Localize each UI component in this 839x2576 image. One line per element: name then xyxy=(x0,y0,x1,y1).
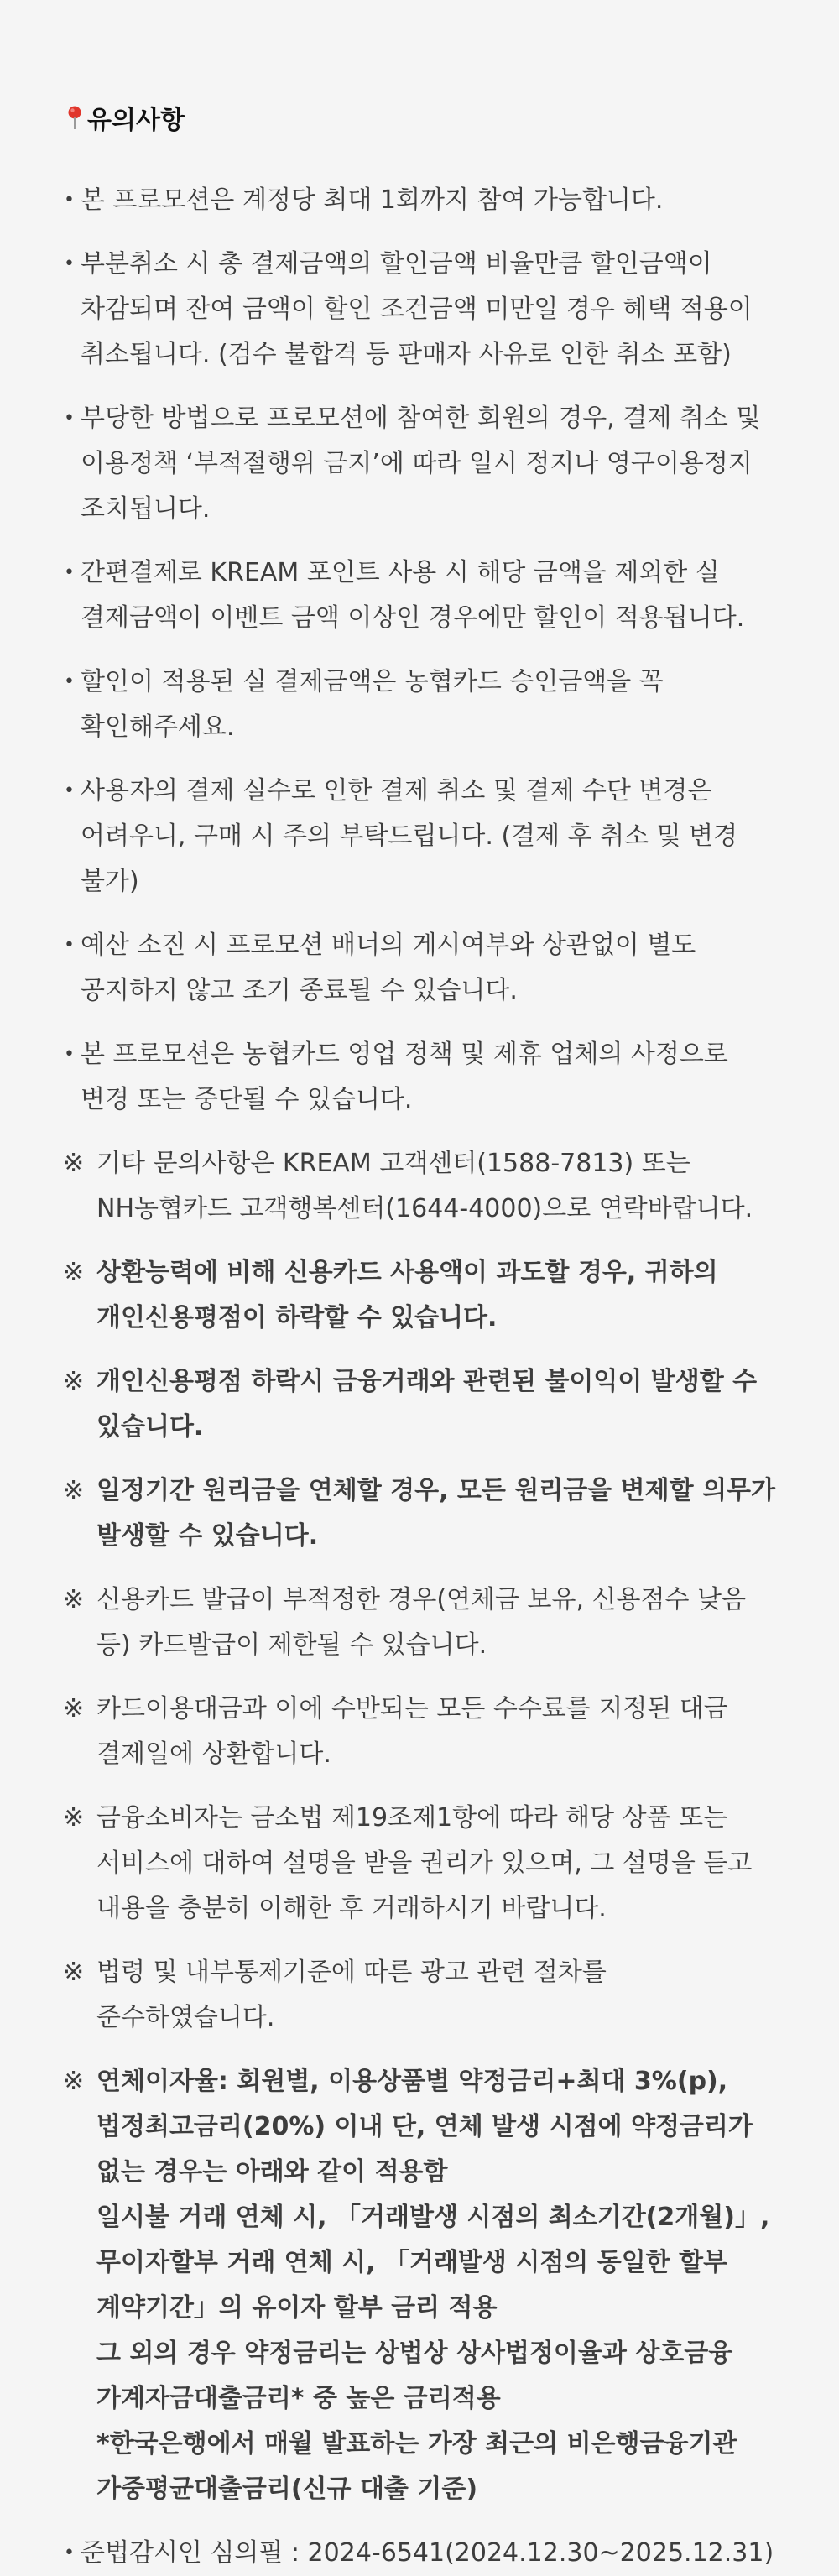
notice-item xyxy=(65,769,779,905)
notice-text: 법령 및 내부통제기준에 따른 광고 관련 절차를 준수하였습니다. xyxy=(96,1958,607,2032)
compliance-item xyxy=(65,2531,779,2576)
interest-rate-line: 그 외의 경우 약정금리는 상법상 상사법정이율과 상호금융 가계자금대출금리* 중 높은 금리적용 xyxy=(96,2339,733,2413)
notice-text: 카드이용대금과 이에 수반되는 모든 수수료를 지정된 대금 결제일에 상환합니다. xyxy=(96,1694,728,1769)
notice-text: 기타 문의사항은 KREAM 고객센터(1588-7813) 또는 NH농협카드 고객행복센터(1644-4000)으로 연락바랍니다. xyxy=(96,1149,753,1223)
bullet-marker: • xyxy=(64,562,75,583)
reference-item-bold xyxy=(65,1468,779,1559)
notice-text: 신용카드 발급이 부적정한 경우(연체금 보유, 신용점수 낮음 등) 카드발급이 제한될 수 있습니다. xyxy=(96,1585,746,1660)
bullet-marker: • xyxy=(64,935,75,956)
interest-rate-line: 연체이자율: 회원별, 이용상품별 약정금리+최대 3%(p), 법정최고금리(20%) 이내 단, 연체 발생 시점에 약정금리가 없는 경우는 아래와 같이 적용함 xyxy=(96,2067,753,2187)
pin-icon xyxy=(65,105,84,130)
notice-text: 부분취소 시 총 결제금액의 할인금액 비율만큼 할인금액이 차감되며 잔여 금액이 할인 조건금액 미만일 경우 혜택 적용이 취소됩니다. (검수 불합격 등 판매자 사유로 인한 취소 포함) xyxy=(81,249,753,369)
reference-marker: ※ xyxy=(63,1149,85,1178)
reference-marker: ※ xyxy=(63,1258,85,1287)
reference-item xyxy=(65,1577,779,1668)
reference-item xyxy=(65,1796,779,1932)
interest-rate-text xyxy=(96,2059,779,2512)
interest-rate-line: 일시불 거래 연체 시, 「거래발생 시점의 최소기간(2개월)」, 무이자할부 거래 연체 시, 「거래발생 시점의 동일한 할부 계약기간」의 유이자 할부 금리 적용 xyxy=(96,2203,770,2323)
notice-item xyxy=(65,1032,779,1123)
reference-item xyxy=(65,1687,779,1777)
notice-item xyxy=(65,242,779,378)
notice-text: 사용자의 결제 실수로 인한 결제 취소 및 결제 수단 변경은 어려우니, 구매 시 주의 부탁드립니다. (결제 후 취소 및 변경 불가) xyxy=(81,776,738,896)
reference-item-bold xyxy=(65,1359,779,1450)
bullet-marker: • xyxy=(64,190,75,211)
notice-item xyxy=(65,660,779,750)
bullet-marker: • xyxy=(64,408,75,429)
notice-text: 일정기간 원리금을 연체할 경우, 모든 원리금을 변제할 의무가 발생할 수 있습니다. xyxy=(96,1476,776,1551)
reference-marker: ※ xyxy=(63,1585,85,1614)
bullet-marker: • xyxy=(64,780,75,801)
notice-list xyxy=(65,178,779,2576)
reference-item-bold xyxy=(65,1250,779,1341)
notice-text: 개인신용평점 하락시 금융거래와 관련된 불이익이 발생할 수 있습니다. xyxy=(96,1367,758,1442)
notice-text: 부당한 방법으로 프로모션에 참여한 회원의 경우, 결제 취소 및 이용정책 ‘부적절행위 금지’에 따라 일시 정지나 영구이용정지 조치됩니다. xyxy=(81,404,761,524)
reference-marker: ※ xyxy=(63,1803,85,1833)
notice-item xyxy=(65,396,779,532)
reference-marker: ※ xyxy=(63,1694,85,1723)
compliance-text: 준법감시인 심의필 : 2024-6541(2024.12.30~2025.12.31) xyxy=(81,2538,774,2568)
notice-heading xyxy=(65,99,779,136)
notice-text: 상환능력에 비해 신용카드 사용액이 과도할 경우, 귀하의 개인신용평점이 하락할 수 있습니다. xyxy=(96,1258,718,1332)
reference-marker: ※ xyxy=(63,1958,85,1987)
notice-title: 유의사항 xyxy=(87,106,185,135)
bullet-marker: • xyxy=(64,2542,75,2563)
notice-item xyxy=(65,178,779,223)
notice-text: 예산 소진 시 프로모션 배너의 게시여부와 상관없이 별도 공지하지 않고 조기 종료될 수 있습니다. xyxy=(81,931,696,1005)
reference-marker: ※ xyxy=(63,1367,85,1396)
notice-item xyxy=(65,550,779,641)
notice-text: 본 프로모션은 농협카드 영업 정책 및 제휴 업체의 사정으로 변경 또는 중단될 수 있습니다. xyxy=(81,1040,728,1114)
notice-text: 할인이 적용된 실 결제금액은 농협카드 승인금액을 꼭 확인해주세요. xyxy=(81,667,664,742)
reference-item xyxy=(65,1950,779,2041)
notice-text: 간편결제로 KREAM 포인트 사용 시 해당 금액을 제외한 실 결제금액이 이벤트 금액 이상인 경우에만 할인이 적용됩니다. xyxy=(81,558,745,633)
interest-rate-item xyxy=(65,2059,779,2512)
reference-marker: ※ xyxy=(63,2067,85,2096)
interest-rate-line: *한국은행에서 매월 발표하는 가장 최근의 비은행금융기관 가중평균대출금리(신규 대출 기준) xyxy=(96,2429,737,2504)
bullet-marker: • xyxy=(64,1044,75,1065)
notice-item xyxy=(65,923,779,1014)
reference-marker: ※ xyxy=(63,1476,85,1505)
notice-text: 금융소비자는 금소법 제19조제1항에 따라 해당 상품 또는 서비스에 대하여 설명을 받을 권리가 있으며, 그 설명을 듣고 내용을 충분히 이해한 후 거래하시기 바랍니다. xyxy=(96,1803,753,1923)
reference-item xyxy=(65,1141,779,1232)
bullet-marker: • xyxy=(64,253,75,274)
bullet-marker: • xyxy=(64,671,75,692)
notice-text: 본 프로모션은 계정당 최대 1회까지 참여 가능합니다. xyxy=(81,185,664,215)
